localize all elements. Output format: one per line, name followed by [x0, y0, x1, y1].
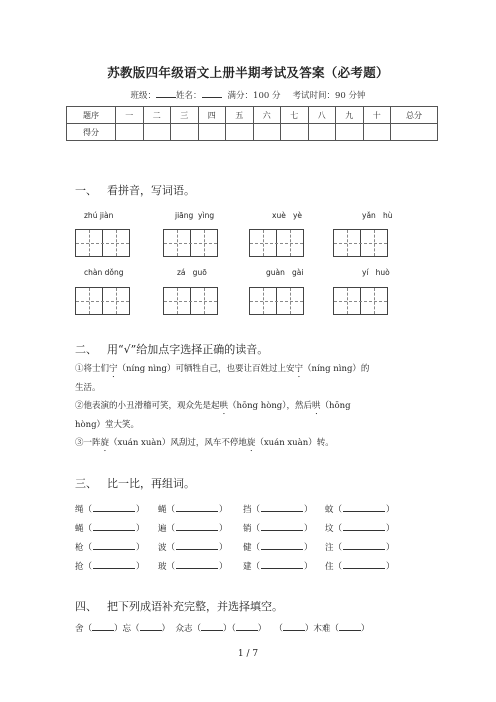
- score-cell[interactable]: [116, 124, 144, 141]
- compare-item: 健（ ）: [243, 543, 313, 553]
- writing-grid[interactable]: [333, 229, 388, 257]
- section-number: 四、: [75, 600, 97, 613]
- question-line: ①将士们宁（níng nìng）可牺牲自己，也要让百姓过上安宁（níng nìng）的: [75, 364, 370, 374]
- compare-char: 蚊: [325, 505, 334, 515]
- section-4-heading: [75, 598, 283, 614]
- score-header-cell: 六: [253, 107, 281, 124]
- compare-item: 波（ ）: [158, 543, 228, 553]
- page-number: 1 / 7: [237, 649, 259, 659]
- section-2-heading: [75, 341, 268, 357]
- compare-item: 蚊（ ）: [325, 505, 395, 515]
- compare-char: 波: [158, 543, 167, 553]
- class-label: 班级：: [130, 91, 157, 101]
- score-cell[interactable]: [253, 124, 281, 141]
- section-title: 比一比，再组词。: [107, 477, 195, 490]
- word-blank[interactable]: [261, 560, 303, 569]
- score-header-cell: 题序: [67, 107, 116, 124]
- compare-item: 坟（ ）: [325, 524, 395, 534]
- word-blank[interactable]: [343, 560, 385, 569]
- compare-item: 销（ ）: [243, 524, 313, 534]
- pinyin-label: yí huò: [362, 268, 390, 277]
- name-label: 姓名：: [176, 91, 202, 101]
- idiom-blank[interactable]: [201, 622, 223, 631]
- word-blank[interactable]: [176, 503, 218, 512]
- word-blank[interactable]: [176, 541, 218, 550]
- compare-item: 抢（ ）: [75, 562, 145, 572]
- compare-char: 注: [325, 543, 334, 553]
- idiom-blank[interactable]: [236, 622, 258, 631]
- score-header-cell: 八: [308, 107, 336, 124]
- compare-char: 玻: [158, 562, 167, 572]
- score-header-cell: 一: [116, 107, 144, 124]
- score-cell[interactable]: [226, 124, 254, 141]
- compare-item: 玻（ ）: [158, 562, 228, 572]
- class-blank[interactable]: [156, 89, 176, 98]
- section-1-heading: [75, 182, 195, 198]
- question-line: ③一阵旋（xuán xuàn）风刮过，风车不停地旋（xuán xuàn）转。: [75, 438, 334, 448]
- compare-item: 蝇（ ）: [75, 524, 145, 534]
- pinyin-label: guàn gài: [266, 268, 304, 277]
- writing-grid[interactable]: [75, 229, 130, 257]
- compare-char: 住: [325, 562, 334, 572]
- name-blank[interactable]: [202, 89, 222, 98]
- score-row-label: 得分: [67, 124, 116, 141]
- score-cell[interactable]: [198, 124, 226, 141]
- word-blank[interactable]: [343, 541, 385, 550]
- compare-char: 抢: [75, 562, 84, 572]
- dotted-char: 哄: [312, 401, 321, 411]
- word-blank[interactable]: [93, 541, 135, 550]
- score-header-cell: 二: [143, 107, 171, 124]
- question-line: 生活。: [75, 383, 101, 393]
- word-blank[interactable]: [261, 503, 303, 512]
- score-header-cell: 十: [363, 107, 391, 124]
- word-blank[interactable]: [343, 522, 385, 531]
- score-cell[interactable]: [363, 124, 391, 141]
- compare-char: 健: [243, 543, 252, 553]
- exam-info: [0, 89, 496, 101]
- compare-char: 挡: [243, 505, 252, 515]
- score-header-row: [67, 107, 438, 124]
- compare-item: 枪（ ）: [75, 543, 145, 553]
- writing-grid[interactable]: [163, 229, 218, 257]
- compare-item: 注（ ）: [325, 543, 395, 553]
- compare-char: 绳: [75, 505, 84, 515]
- word-blank[interactable]: [93, 522, 135, 531]
- score-row: [67, 124, 438, 141]
- pinyin-label: chàn dǒng: [84, 268, 124, 277]
- section-title: 用“√”给加点字选择正确的读音。: [107, 343, 269, 356]
- word-blank[interactable]: [93, 503, 135, 512]
- score-header-cell: 四: [198, 107, 226, 124]
- compare-char: 蝇: [75, 524, 84, 534]
- section-number: 三、: [75, 477, 97, 490]
- idiom-blank[interactable]: [283, 622, 305, 631]
- writing-grid[interactable]: [75, 287, 130, 315]
- writing-grid[interactable]: [249, 287, 304, 315]
- score-header-cell: 三: [171, 107, 199, 124]
- page-title: 苏教版四年级语文上册半期考试及答案（必考题）: [107, 65, 389, 80]
- compare-char: 销: [243, 524, 252, 534]
- word-blank[interactable]: [343, 503, 385, 512]
- idiom-blank[interactable]: [339, 622, 361, 631]
- question-line: ②他表演的小丑滑稽可笑，观众先是起哄（hōng hòng），然后哄（hōng: [75, 401, 351, 411]
- score-table: [66, 106, 438, 141]
- dotted-char: 哄: [219, 401, 229, 411]
- score-header-cell: 五: [226, 107, 254, 124]
- score-header-cell: 九: [336, 107, 364, 124]
- word-blank[interactable]: [261, 541, 303, 550]
- section-title: 看拼音，写词语。: [107, 184, 195, 197]
- pinyin-label: yǎn hù: [362, 211, 393, 220]
- section-number: 二、: [75, 343, 97, 356]
- dotted-char: 宁: [294, 364, 303, 374]
- pinyin-label: zá guō: [177, 268, 207, 277]
- score-cell[interactable]: [281, 124, 309, 141]
- compare-char: 枪: [75, 543, 84, 553]
- compare-item: 挡（ ）: [243, 505, 313, 515]
- compare-item: 遍（ ）: [158, 524, 228, 534]
- compare-item: 蝇（ ）: [158, 505, 228, 515]
- pinyin-label: zhú jiàn: [84, 211, 114, 220]
- word-blank[interactable]: [93, 560, 135, 569]
- compare-char: 蝇: [158, 505, 167, 515]
- score-header-cell: 七: [281, 107, 309, 124]
- full-score: 满分：100 分: [227, 91, 281, 101]
- idiom-blank[interactable]: [92, 622, 114, 631]
- compare-item: 建（ ）: [243, 562, 313, 572]
- dotted-char: 旋: [246, 438, 256, 448]
- score-cell[interactable]: [171, 124, 199, 141]
- score-cell[interactable]: [308, 124, 336, 141]
- word-blank[interactable]: [176, 560, 218, 569]
- compare-char: 建: [243, 562, 252, 572]
- score-cell[interactable]: [391, 124, 438, 141]
- compare-char: 坟: [325, 524, 334, 534]
- score-cell[interactable]: [143, 124, 171, 141]
- writing-grid[interactable]: [333, 287, 388, 315]
- idiom-blank[interactable]: [140, 622, 162, 631]
- pinyin-label: jiāng yìng: [175, 211, 215, 220]
- compare-item: 绳（ ）: [75, 505, 145, 515]
- section-number: 一、: [75, 184, 97, 197]
- dotted-char: 旋: [100, 438, 110, 448]
- section-3-heading: [75, 475, 195, 491]
- dotted-char: 宁: [109, 364, 118, 374]
- question-line: hòng）堂大笑。: [75, 420, 140, 430]
- word-blank[interactable]: [176, 522, 218, 531]
- writing-grid[interactable]: [163, 287, 218, 315]
- word-blank[interactable]: [261, 522, 303, 531]
- idiom-line: 舍（ ）忘（ ） 众志（ ）（ ） （ ）木难（ ）: [75, 624, 370, 634]
- writing-grid[interactable]: [249, 229, 304, 257]
- compare-char: 遍: [158, 524, 167, 534]
- section-title: 把下列成语补充完整，并选择填空。: [107, 600, 283, 613]
- exam-time: 考试时间：90 分钟: [292, 91, 366, 101]
- score-header-cell: 总分: [391, 107, 438, 124]
- pinyin-label: xuè yè: [272, 211, 303, 220]
- compare-item: 住（ ）: [325, 562, 395, 572]
- score-cell[interactable]: [336, 124, 364, 141]
